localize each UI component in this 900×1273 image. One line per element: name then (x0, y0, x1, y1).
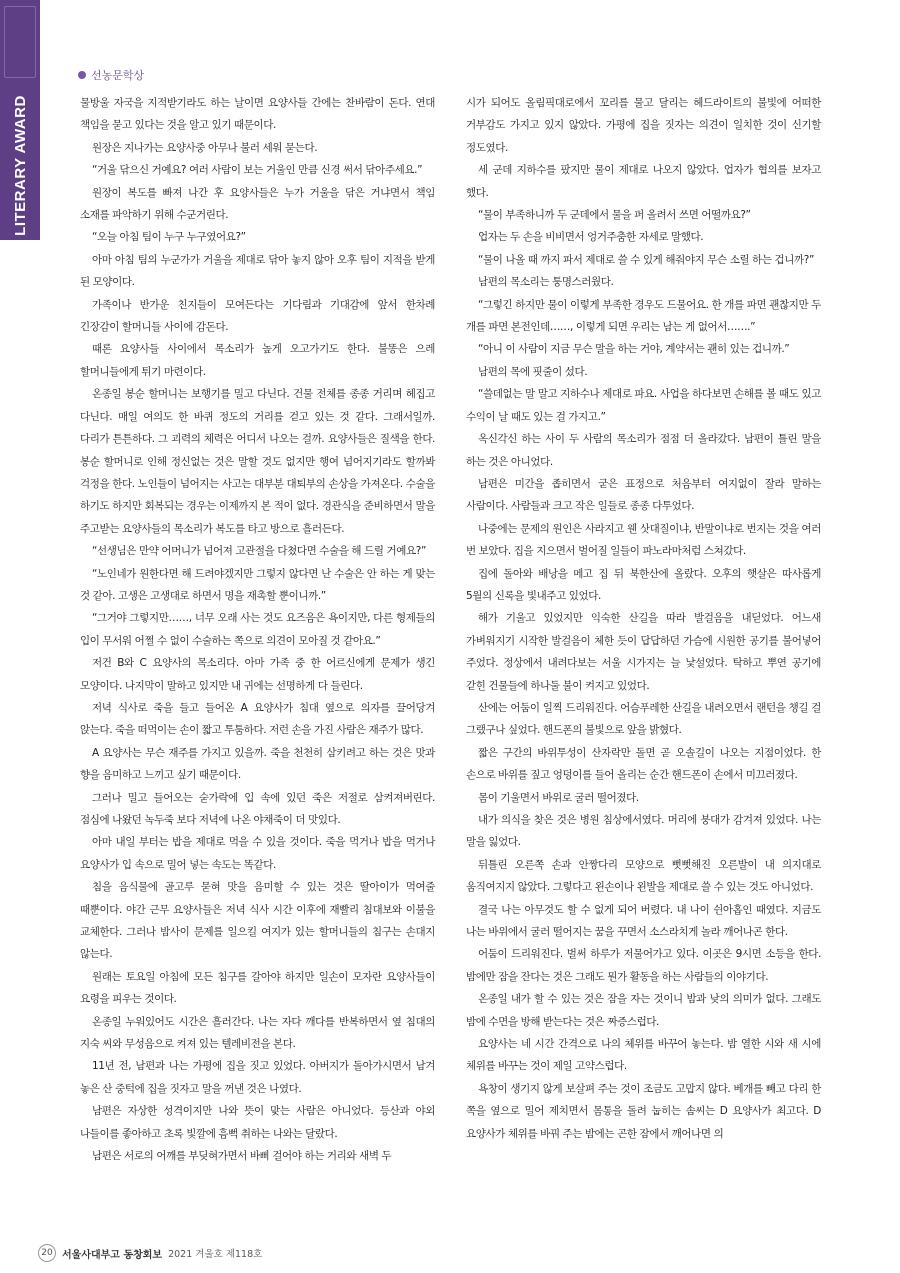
paragraph: “오늘 아침 팀이 누구 누구였어요?” (92, 231, 246, 244)
paragraph: 몸이 기울면서 바위로 굴러 떨어졌다. (478, 791, 639, 804)
paragraph: 온종일 봉순 할머니는 보행기를 밀고 다닌다. 건물 전체를 종종 거리며 헤집고 다닌다. 매일 여의도 한 바퀴 정도의 거리를 걷고 있는 것 같다. 그래서일까. 다리가 튼튼하다. 그 괴력의 체력은 어디서 나오는 걸까. 요양사들은 질색을 한다. 봉순 할머니로 인해 정신없는 것은 말할 것도 없지만 행여 넘어지기라도 할까봐 걱정을 한다. 노인들이 넘어지는 사고는 대부분 대퇴부의 손상을 가져온다. 수술을 하기도 하지만 회복되는 경우는 이제까지 본 적이 없다. 경관식을 준비하면서 말을 주고받는 요양사들의 목소리가 복도를 타고 방으로 흘러든다. (80, 388, 435, 535)
sidebar-label-text: LITERARY AWARD (11, 94, 29, 236)
paragraph: “아니 이 사람이 지금 무슨 말을 하는 거야, 계약서는 괜히 있는 겁니까.” (478, 343, 790, 356)
paragraph: 때론 요양사들 사이에서 목소리가 높게 오고가기도 한다. 불똥은 으레 할머니들에게 튀기 마련이다. (80, 343, 435, 378)
paragraph: 뒤틀린 오른쪽 손과 안짱다리 모양으로 뻣뻣해진 오른발이 내 의지대로 움직여지지 않았다. 그렇다고 왼손이나 왼발을 제대로 쓸 수 있는 것도 아니었다. (466, 858, 821, 894)
sidebar-band (0, 0, 40, 240)
paragraph: “물이 부족하니까 두 군데에서 물을 퍼 올려서 쓰면 어떨까요?” (478, 209, 751, 222)
paragraph: 산에는 어둠이 일찍 드리워진다. 어슴푸레한 산길을 내려오면서 랜턴을 챙길 걸 그랬구나 싶었다. 핸드폰의 불빛으로 앞을 밝혔다. (466, 701, 821, 737)
paragraph: 남편은 미간을 좁히면서 굳은 표정으로 처음부터 여지없이 잘라 말하는 사람이다. 사람들과 크고 작은 일들로 종종 다투었다. (466, 477, 821, 513)
paragraph: 요양사는 네 시간 간격으로 나의 체위를 바꾸어 놓는다. 밤 열한 시와 새 시에 체위를 바꾸는 것이 제일 고약스럽다. (466, 1038, 821, 1073)
paragraph: A 요양사는 무슨 재주를 가지고 있을까. 죽을 천천히 삼키려고 하는 것은 맛과 향을 음미하고 느끼고 싶기 때문이다. (80, 746, 435, 782)
paragraph: “쓸데없는 말 말고 지하수나 제대로 파요. 사업을 하다보면 손해를 볼 때도 있고 수익이 날 때도 있는 걸 가지고.” (466, 388, 821, 423)
paragraph: 온종일 내가 할 수 있는 것은 잠을 자는 것이니 밤과 낮의 의미가 없다. 그래도 밤에 수면을 방해 받는다는 것은 짜증스럽다. (466, 993, 821, 1028)
paragraph: 시가 되어도 올림픽대로에서 꼬리를 물고 달리는 헤드라이트의 불빛에 어떠한 거부감도 가지고 있지 않았다. 가평에 집을 짓자는 의견이 일치한 것이 신기할 정도였다. (466, 97, 821, 154)
paragraph: 원장은 지나가는 요양사중 아무나 불러 세워 묻는다. (92, 141, 318, 154)
paragraph: 아마 내일 부터는 밥을 제대로 먹을 수 있을 것이다. 죽을 먹거나 밥을 먹거나 요양사가 입 속으로 밀어 넣는 속도는 똑같다. (80, 836, 435, 871)
paragraph: 아마 아침 팀의 누군가가 거울을 제대로 닦아 놓지 않아 오후 팀이 지적을 받게 된 모양이다. (80, 253, 435, 289)
paragraph: 내가 의식을 찾은 것은 병원 침상에서였다. 머리에 붕대가 감겨져 있었다. 나는 말을 잃었다. (466, 814, 821, 849)
paragraph: 세 군데 지하수를 팠지만 물이 제대로 나오지 않았다. 업자가 협의를 보자고 했다. (466, 164, 821, 199)
paragraph: 욕창이 생기지 않게 보살펴 주는 것이 조금도 고맙지 않다. 베개를 빼고 다리 한 쪽을 옆으로 밀어 제치면서 몸통을 돌려 눕히는 솜씨는 D 요양사가 최고다. D 요양사가 체위를 바꿔 주는 밤에는 곤한 잠에서 깨어나면 의 (466, 1082, 821, 1140)
paragraph: “그거야 그렇지만……, 너무 오래 사는 것도 요즈음은 욕이지만, 다른 형제들의 입이 무서워 어쩔 수 없이 수술하는 쪽으로 의견이 모아질 것 같아요.” (80, 612, 435, 647)
page-number: 20 (38, 1244, 56, 1262)
paragraph: 저녁 식사로 죽을 들고 들어온 A 요양사가 침대 옆으로 의자를 끌어당겨 앉는다. 죽을 떠먹이는 손이 짧고 투툼하다. 저런 손을 가진 사람은 재주가 많다. (80, 701, 435, 737)
sidebar-label (0, 95, 40, 235)
bullet-dot-icon (78, 71, 86, 79)
sidebar-pattern-icon (4, 6, 36, 78)
paragraph: 그러나 밀고 들어오는 숟가락에 입 속에 있던 죽은 저절로 삼켜져버린다. 점심에 나왔던 녹두죽 보다 저녁에 나온 야채죽이 더 맛있다. (80, 791, 435, 826)
right-column (466, 92, 821, 1145)
section-title: 선농문학상 (91, 69, 145, 82)
paragraph: “노인네가 원한다면 해 드려야겠지만 그렇지 않다면 난 수술은 안 하는 게 맞는 것 같아. 고생은 고생대로 하면서 명을 재촉할 뿐이니까.” (80, 567, 435, 602)
paragraph: 11년 전, 남편과 나는 가평에 집을 짓고 있었다. 아버지가 돌아가시면서 남겨 놓은 산 중턱에 집을 짓자고 말을 꺼낸 것은 나였다. (80, 1060, 435, 1095)
paragraph: 나중에는 문제의 원인은 사라지고 웬 삿대질이냐, 반말이냐로 번지는 것을 여러 번 보았다. 집을 지으면서 벌어질 일들이 파노라마처럼 스쳐갔다. (466, 522, 821, 558)
paragraph: 남편의 목에 핏줄이 섰다. (478, 365, 588, 378)
paragraph: 원장이 복도를 빠져 나간 후 요양사들은 누가 거울을 닦은 거냐면서 책임 소재를 파악하기 위해 수군거린다. (80, 186, 435, 222)
paragraph: 옥신각신 하는 사이 두 사람의 목소리가 점점 더 올라갔다. 남편이 틀린 말을 하는 것은 아니었다. (466, 433, 821, 468)
paragraph: “거울 닦으신 거예요? 여러 사람이 보는 거울인 만큼 신경 써서 닦아주세요.” (92, 164, 423, 177)
paragraph: 물방울 자국을 지적받기라도 하는 날이면 요양사들 간에는 찬바람이 돈다. 연대 책임을 묻고 있다는 것을 알고 있기 때문이다. (80, 97, 435, 132)
paragraph: 원래는 토요일 아침에 모든 침구를 갈아야 하지만 일손이 모자란 요양사들이 요령을 피우는 것이다. (80, 970, 435, 1006)
paragraph: 저건 B와 C 요양사의 목소리다. 아마 가족 중 한 어르신에게 문제가 생긴 모양이다. 나지막이 말하고 있지만 내 귀에는 선명하게 다 들린다. (80, 657, 435, 692)
paragraph: 집에 돌아와 배낭을 메고 집 뒤 북한산에 올랐다. 오후의 햇살은 따사롭게 5월의 신록을 빛내주고 있었다. (466, 567, 821, 602)
paragraph: “선생님은 만약 어머니가 넘어져 고관절을 다쳤다면 수술을 해 드릴 거예요?” (92, 545, 426, 558)
publication-name: 서울사대부고 동창회보 (62, 1249, 163, 1261)
paragraph: 짧은 구간의 바위투성이 산자락만 돌면 곧 오솔길이 나오는 지점이었다. 한 손으로 바위를 짚고 엉덩이를 들어 올리는 순간 핸드폰이 손에서 미끄러졌다. (466, 746, 821, 782)
left-column (80, 92, 435, 1168)
paragraph: 침을 음식물에 골고루 묻혀 맛을 음미할 수 있는 것은 딸아이가 먹여줄 때뿐이다. 야간 근무 요양사들은 저녁 식사 시간 이후에 재빨리 침대보와 이불을 교체한다. 그러나 밤사이 문제를 일으킬 여지가 있는 할머니들의 침구는 손대지 않는다. (80, 881, 435, 961)
issue-label: 2021 겨울호 제118호 (168, 1249, 263, 1260)
section-header (78, 67, 144, 83)
paragraph: 남편의 목소리는 퉁명스러웠다. (478, 276, 614, 289)
paragraph: 업자는 두 손을 비비면서 엉거주춤한 자세로 말했다. (478, 231, 704, 244)
paragraph: “물이 나올 때 까지 파서 제대로 쓸 수 있게 해줘야지 무슨 소릴 하는 겁니까?” (478, 253, 814, 266)
paragraph: 결국 나는 아무것도 할 수 없게 되어 버렸다. 내 나이 쉰아홉인 때였다. 지금도 나는 바위에서 굴러 떨어지는 꿈을 꾸면서 소스라치게 놀라 깨어나곤 한다. (466, 903, 821, 939)
paragraph: “그렇긴 하지만 물이 이렇게 부족한 경우도 드물어요. 한 개를 파면 괜찮지만 두 개를 파면 본전인데……, 이렇게 되면 우리는 남는 게 없어서…….” (466, 298, 821, 334)
paragraph: 어둠이 드리워진다. 벌써 하루가 저물어가고 있다. 이곳은 9시면 소등을 한다. 밤에만 잠을 잔다는 것은 그래도 뭔가 활동을 하는 사람들의 이야기다. (466, 948, 821, 983)
paragraph: 온종일 누워있어도 시간은 흘러간다. 나는 자다 깨다를 반복하면서 옆 침대의 지숙 씨와 무성음으로 켜져 있는 텔레비전을 본다. (80, 1015, 435, 1051)
footer (38, 1244, 262, 1262)
paragraph: 해가 기울고 있었지만 익숙한 산길을 따라 발걸음을 내딛었다. 어느새 가벼워지기 시작한 발걸음이 체한 듯이 답답하던 가슴에 시원한 공기를 불어넣어 주었다. 정상에서 내려다보는 서울 시가지는 늘 낯설었다. 탁하고 뿌연 공기에 갇힌 건물들에 하나둘 불이 켜지고 있었다. (466, 612, 821, 692)
paragraph: 가족이나 반가운 친지들이 모여든다는 기다림과 기대감에 앞서 한차례 긴장감이 할머니들 사이에 감돈다. (80, 298, 435, 334)
paragraph: 남편은 서로의 어깨를 부딪혀가면서 바삐 걸어야 하는 거리와 새벽 두 (92, 1150, 392, 1163)
paragraph: 남편은 자상한 성격이지만 나와 뜻이 맞는 사람은 아니었다. 등산과 야외 나들이를 좋아하고 초록 빛깔에 흠뻑 취하는 나와는 달랐다. (80, 1105, 435, 1140)
